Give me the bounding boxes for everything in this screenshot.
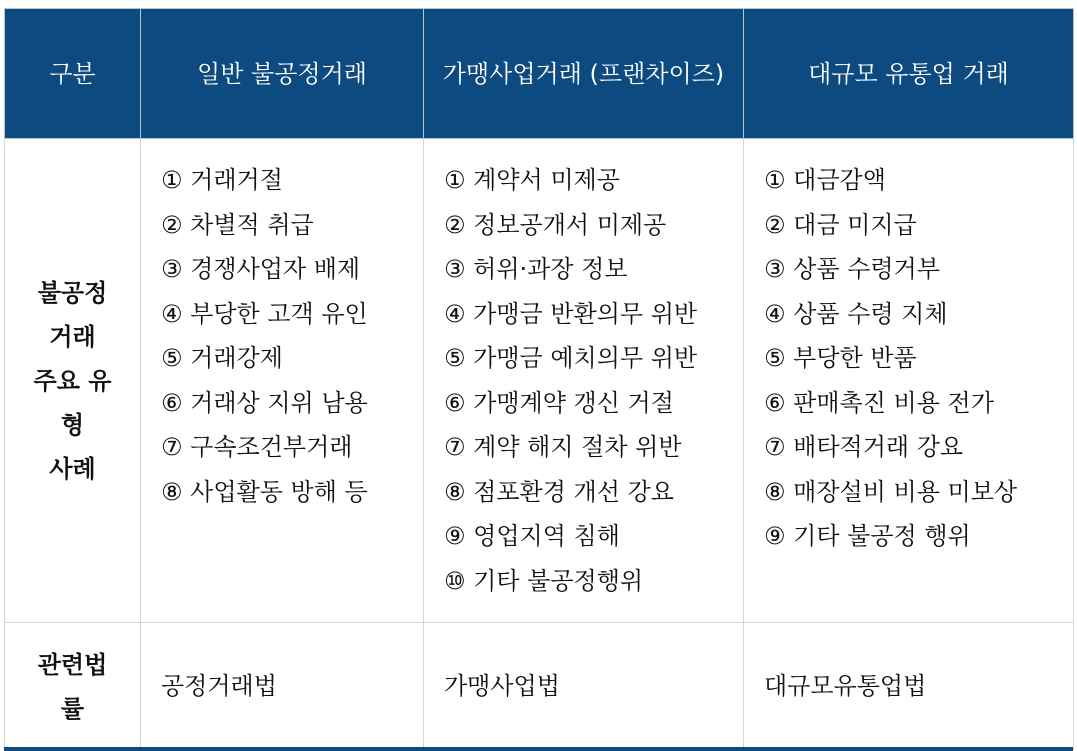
list-item: ① 계약서 미제공	[444, 166, 620, 194]
general-law-cell: 공정거래법	[141, 623, 424, 751]
list-item: ⑦ 배타적거래 강요	[764, 433, 964, 461]
franchise-law-cell: 가맹사업법	[424, 623, 744, 751]
header-row	[5, 9, 1074, 139]
list-item: ③ 허위·과장 정보	[444, 255, 628, 283]
list-item: ⑨ 영업지역 침해	[444, 522, 620, 550]
list-item: ⑦ 구속조건부거래	[161, 433, 353, 461]
header-franchise: 가맹사업거래 (프랜차이즈)	[424, 9, 744, 139]
label-line: 거래	[49, 322, 96, 351]
list-item: ④ 상품 수령 지체	[764, 299, 948, 328]
list-item: ⑤ 가맹금 예치의무 위반	[444, 344, 698, 372]
types-row-label	[5, 139, 141, 623]
label-line: 형	[60, 410, 85, 439]
label-line: 불공정	[37, 278, 108, 307]
list-item: ⑥ 판매촉진 비용 전가	[764, 388, 994, 417]
law-row	[5, 623, 1074, 751]
header-category: 구분	[5, 9, 141, 139]
list-item: ⑧ 사업활동 방해 등	[161, 477, 368, 506]
list-item: ⑩ 기타 불공정행위	[444, 566, 644, 595]
list-item: ③ 상품 수령거부	[764, 255, 940, 283]
retail-law-cell: 대규모유통업법	[744, 623, 1074, 751]
general-types-cell	[141, 139, 424, 623]
list-item: ③ 경쟁사업자 배제	[161, 255, 361, 283]
law-row-label	[5, 623, 141, 751]
label-line: 사례	[49, 454, 96, 483]
list-item: ⑧ 점포환경 개선 강요	[444, 477, 674, 506]
comparison-table	[4, 8, 1074, 751]
list-item: ① 거래거절	[161, 166, 283, 194]
label-line: 률	[60, 694, 85, 723]
label-line: 관련법	[37, 650, 108, 679]
bottom-rule	[4, 747, 1073, 751]
list-item: ⑥ 가맹계약 갱신 거절	[444, 388, 674, 417]
list-item: ① 대금감액	[764, 166, 886, 194]
types-row	[5, 139, 1074, 623]
franchise-types-cell	[424, 139, 744, 623]
list-item: ⑦ 계약 해지 절차 위반	[444, 433, 682, 461]
header-retail: 대규모 유통업 거래	[744, 9, 1074, 139]
list-item: ⑤ 부당한 반품	[764, 344, 917, 372]
list-item: ② 차별적 취급	[161, 210, 314, 239]
list-item: ⑧ 매장설비 비용 미보상	[764, 477, 1018, 506]
list-item: ② 대금 미지급	[764, 210, 917, 239]
header-general: 일반 불공정거래	[141, 9, 424, 139]
list-item: ② 정보공개서 미제공	[444, 210, 667, 239]
list-item: ⑤ 거래강제	[161, 344, 283, 372]
label-line: 주요 유	[33, 366, 112, 395]
retail-types-cell	[744, 139, 1074, 623]
list-item: ⑥ 거래상 지위 남용	[161, 388, 368, 417]
list-item: ④ 가맹금 반환의무 위반	[444, 299, 698, 328]
list-item: ④ 부당한 고객 유인	[161, 299, 368, 328]
list-item: ⑨ 기타 불공정 행위	[764, 522, 971, 550]
